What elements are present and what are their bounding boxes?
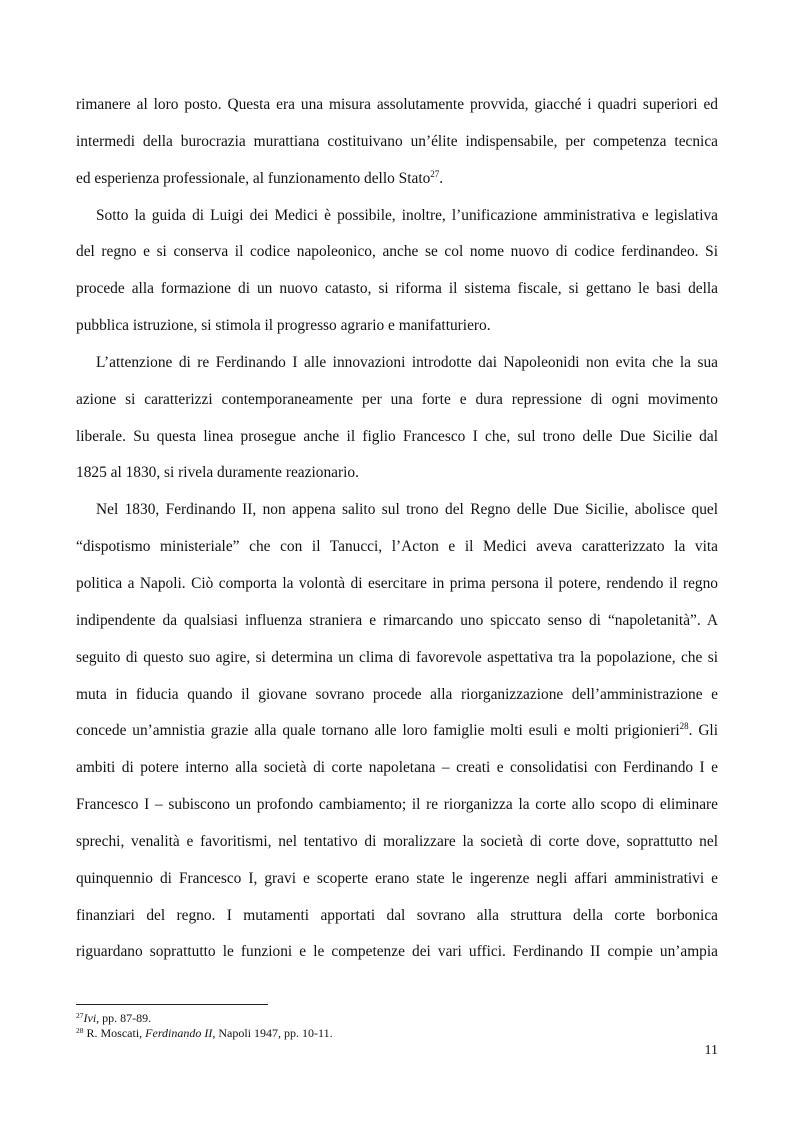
text-line: muta in fiducia quando il giovane sovrano procede alla riorganizzazione dell’amministrazione e xyxy=(76,685,718,703)
footnote-ref-27[interactable]: 27 xyxy=(430,168,440,179)
footnote-italic: Ferdinando II, xyxy=(145,1026,216,1040)
footnote-28: $^{28}$ R. Moscati, Ferdinando II, Napoli 1947, pp. 10-11. xyxy=(76,1026,333,1040)
text-line: indipendente da qualsiasi influenza straniera e rimarcando uno spiccato senso di “napoletanità”. A xyxy=(76,611,718,629)
text-line: quinquennio di Francesco I, gravi e scoperte erano state le ingerenze negli affari amministrativi e xyxy=(76,869,718,887)
text-line: “dispotismo ministeriale” che con il Tanucci, l’Acton e il Medici aveva caratterizzato la vita xyxy=(76,538,718,556)
paragraph-1 xyxy=(76,87,718,198)
footnotes xyxy=(76,1011,718,1041)
text-line: 1825 al 1830, si rivela duramente reazionario. xyxy=(76,464,359,482)
footnote-number: 28 xyxy=(76,1026,84,1035)
text-line: liberale. Su questa linea prosegue anche il figlio Francesco I che, sul trono delle Due Sicilie dal xyxy=(76,427,718,445)
text-line: Francesco I – subiscono un profondo cambiamento; il re riorganizza la corte allo scopo di eliminare xyxy=(76,796,718,814)
text-line: intermedi della burocrazia murattiana costituivano un’élite indispensabile, per competenza tecnica xyxy=(76,132,718,150)
text-line: L’attenzione di re Ferdinando I alle innovazioni introdotte dai Napoleonidi non evita che la sua xyxy=(96,353,718,371)
text-line: Sotto la guida di Luigi dei Medici è possibile, inoltre, l’unificazione amministrativa e legislativa xyxy=(96,206,718,224)
body-text xyxy=(76,87,718,971)
text-line: Nel 1830, Ferdinando II, non appena salito sul trono del Regno delle Due Sicilie, abolisce quel xyxy=(96,501,718,519)
text-line: finanziari del regno. I mutamenti apportati dal sovrano alla struttura della corte borbonica xyxy=(76,906,718,924)
text-line: ed esperienza professionale, al funzionamento dello Stato$^{27}$. xyxy=(76,168,444,187)
footnote-ref-28[interactable]: 28 xyxy=(679,721,689,732)
text-line: ambiti di potere interno alla società di corte napoletana – creati e consolidatisi con Ferdinando I e xyxy=(76,759,718,777)
text-line: azione si caratterizzi contemporaneamente per una forte e dura repressione di ogni movimento xyxy=(76,390,718,408)
paragraph-3 xyxy=(76,345,718,492)
paragraph-2 xyxy=(76,198,718,345)
page-number: 11 xyxy=(704,1043,718,1058)
text-line: concede un’amnistia grazie alla quale tornano alle loro famiglie molti esuli e molti prigionieri$^{28}$. Gli xyxy=(76,721,718,740)
footnote-number: 27 xyxy=(76,1011,84,1020)
text-line: riguardano soprattutto le funzioni e le competenze dei vari uffici. Ferdinando II compie un’ampia xyxy=(76,943,718,961)
text-line: seguito di questo suo agire, si determina un clima di favorevole aspettativa tra la popolazione, che si xyxy=(76,648,718,666)
footnote-separator xyxy=(76,1004,268,1005)
text-line: sprechi, venalità e favoritismi, nel tentativo di moralizzare la società di corte dove, soprattutto nel xyxy=(76,832,718,850)
text-line: del regno e si conserva il codice napoleonico, anche se col nome nuovo di codice ferdinandeo. Si xyxy=(76,243,718,261)
footnote-italic: Ivi xyxy=(83,1011,97,1025)
text-line: politica a Napoli. Ciò comporta la volontà di esercitare in prima persona il potere, rendendo il regno xyxy=(76,574,718,592)
text-line: pubblica istruzione, si stimola il progresso agrario e manifatturiero. xyxy=(76,317,491,335)
text-line: procede alla formazione di un nuovo catasto, si riforma il sistema fiscale, si gettano le basi della xyxy=(76,280,718,298)
text-line: rimanere al loro posto. Questa era una misura assolutamente provvida, giacché i quadri superiori ed xyxy=(76,96,718,113)
footnote-27: $^{27}$Ivi, pp. 87-89. xyxy=(76,1011,152,1025)
paragraph-4 xyxy=(76,492,718,971)
